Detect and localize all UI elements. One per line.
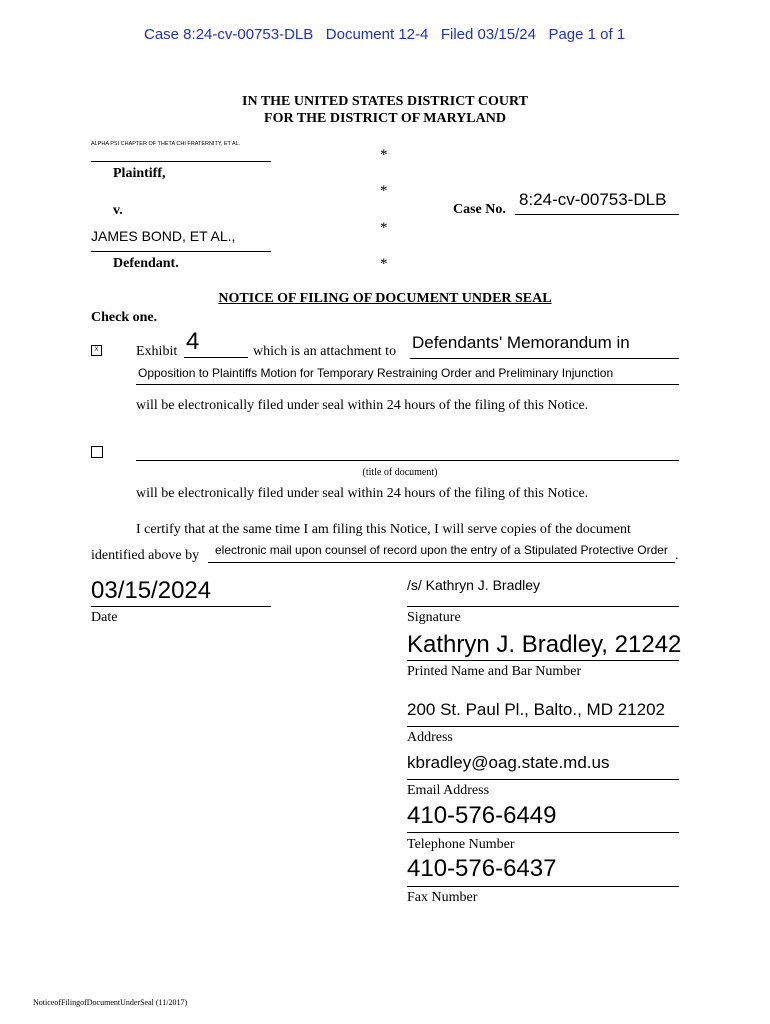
attachment-field-line1[interactable]: Defendants' Memorandum in (412, 333, 630, 352)
signature-label: Signature (407, 610, 461, 625)
address-label: Address (407, 730, 453, 745)
option1-check-mark: X (94, 347, 99, 353)
fax-field[interactable]: 410-576-6437 (407, 855, 557, 882)
versus-label: v. (113, 203, 123, 218)
attachment-label: which is an attachment to (253, 344, 397, 359)
address-field[interactable]: 200 St. Paul Pl., Balto., MD 21202 (407, 700, 665, 719)
caption-star-3: * (380, 220, 388, 236)
service-method-field[interactable]: electronic mail upon counsel of record upon the entry of a Stipulated Protective Order (215, 543, 668, 557)
exhibit-label: Exhibit (136, 344, 178, 359)
exhibit-number-field[interactable]: 4 (186, 328, 200, 355)
form-id-footer: NoticeofFilingofDocumentUnderSeal (11/2017) (33, 998, 188, 1007)
caption-star-1: * (380, 147, 388, 163)
option2-title-caption: (title of document) (362, 467, 438, 478)
option2-checkbox[interactable] (91, 446, 103, 458)
signature-line (407, 606, 679, 607)
attachment-field-line2[interactable]: Opposition to Plaintiffs Motion for Temporary Restraining Order and Preliminary Injunction (138, 366, 614, 380)
defendant-line (91, 251, 271, 252)
header-filed: Filed 03/15/24 (440, 26, 536, 43)
defendant-label: Defendant. (113, 256, 179, 271)
case-no-label: Case No. (453, 202, 506, 217)
email-field[interactable]: kbradley@oag.state.md.us (407, 753, 610, 772)
printed-name-label: Printed Name and Bar Number (407, 664, 582, 679)
caption-star-4: * (380, 256, 388, 272)
email-line (407, 779, 679, 780)
certify-line-1: I certify that at the same time I am filing this Notice, I will serve copies of the document (136, 522, 631, 537)
date-label: Date (91, 610, 118, 625)
attachment-line-1 (410, 358, 679, 359)
exhibit-number-line (184, 357, 248, 358)
fax-label: Fax Number (407, 890, 478, 905)
email-label: Email Address (407, 783, 490, 798)
header-page: Page 1 of 1 (548, 26, 626, 43)
defendant-name[interactable]: JAMES BOND, ET AL., (91, 228, 236, 244)
date-line (91, 606, 271, 607)
attachment-line-2 (136, 384, 679, 385)
plaintiff-name[interactable]: ALPHA PSI CHAPTER OF THETA CHI FRATERNITY, ET AL. (91, 141, 241, 147)
service-method-line (208, 562, 675, 563)
telephone-line (407, 832, 679, 833)
option2-filed-text: will be electronically filed under seal within 24 hours of the filing of this Notice. (136, 486, 589, 501)
option2-title-line[interactable] (136, 460, 679, 461)
check-one-label: Check one. (91, 310, 158, 325)
telephone-field[interactable]: 410-576-6449 (407, 802, 557, 829)
caption-star-2: * (380, 183, 388, 199)
printed-name-line (407, 660, 679, 661)
fax-line (407, 886, 679, 887)
case-no-line (515, 214, 679, 215)
certify-end: . (675, 548, 679, 563)
date-field[interactable]: 03/15/2024 (91, 577, 212, 604)
plaintiff-line (91, 161, 271, 162)
court-line-1: IN THE UNITED STATES DISTRICT COURT (242, 94, 528, 109)
notice-title: NOTICE OF FILING OF DOCUMENT UNDER SEAL (218, 291, 552, 306)
case-no-field[interactable]: 8:24-cv-00753-DLB (519, 190, 667, 209)
header-document: Document 12-4 (325, 26, 429, 43)
telephone-label: Telephone Number (407, 837, 515, 852)
court-line-2: FOR THE DISTRICT OF MARYLAND (264, 111, 506, 126)
address-line (407, 726, 679, 727)
certify-prefix: identified above by (91, 548, 200, 563)
option1-checkbox[interactable] (91, 345, 102, 356)
signature-field[interactable]: /s/ Kathryn J. Bradley (407, 577, 541, 593)
option1-filed-text: will be electronically filed under seal within 24 hours of the filing of this Notice. (136, 398, 589, 413)
header-case: Case 8:24-cv-00753-DLB (144, 26, 314, 43)
printed-name-field[interactable]: Kathryn J. Bradley, 21242 (407, 631, 682, 658)
header-stamp (144, 26, 625, 43)
plaintiff-label: Plaintiff, (113, 166, 166, 181)
